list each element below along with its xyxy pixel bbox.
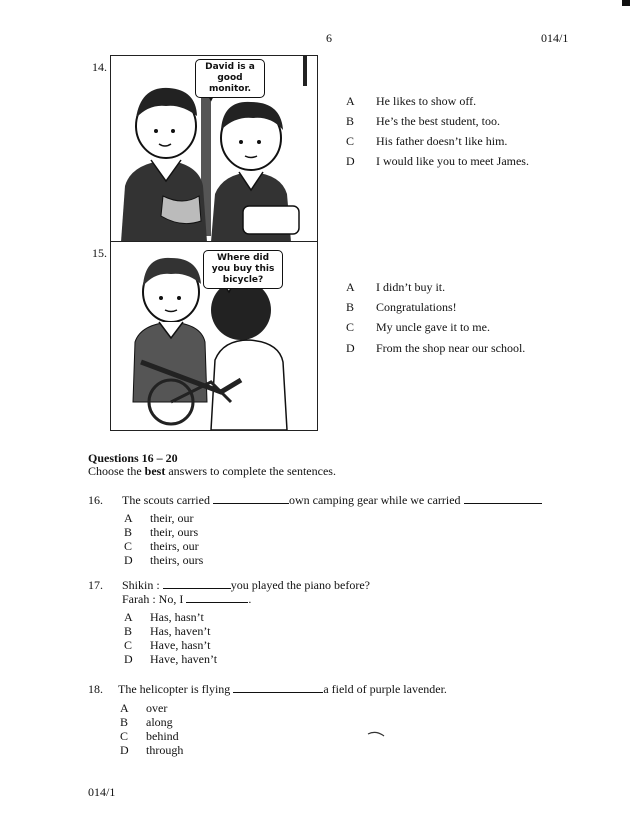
page-number: 6	[326, 31, 332, 45]
q16-blank-1[interactable]	[213, 493, 289, 504]
q16-options	[124, 511, 203, 567]
q14-option-c-letter: C	[346, 134, 355, 148]
q15-option-a-text: I didn’t buy it.	[376, 280, 446, 294]
q16-option-c: C theirs, our	[124, 539, 199, 553]
q18-option-c: C behind	[120, 729, 179, 743]
q15-option-d-text: From the shop near our school.	[376, 341, 526, 355]
q18-option-a: A over	[120, 701, 168, 715]
q17-options	[124, 610, 217, 666]
q14-option-a-letter: A	[346, 94, 355, 108]
q18-stem: The helicopter is flying a field of purple lavender.	[118, 682, 447, 696]
q18-options	[120, 701, 183, 757]
q15-option-c-text: My uncle gave it to me.	[376, 320, 490, 334]
q16-option-d: D theirs, ours	[124, 553, 204, 567]
paper-code-footer: 014/1	[88, 785, 116, 799]
q14-option-a-text: He likes to show off.	[376, 94, 477, 108]
q18-number: 18.	[88, 682, 103, 696]
q15-speech-bubble: Where did you buy this bicycle?	[203, 250, 283, 289]
q17-blank-1[interactable]	[163, 578, 231, 589]
q14-option-b-text: He’s the best student, too.	[376, 114, 500, 128]
q18-option-d: D through	[120, 743, 184, 757]
q14-number: 14.	[92, 60, 107, 74]
q18-blank[interactable]	[233, 682, 323, 693]
q18-option-b: B along	[120, 715, 173, 729]
section-title: Questions 16 – 20	[88, 451, 178, 465]
q17-line-1: Shikin : you played the piano before?	[122, 578, 370, 592]
q17-number: 17.	[88, 578, 103, 592]
q16-option-b: B their, ours	[124, 525, 199, 539]
q15-number: 15.	[92, 246, 107, 260]
section-instruction: Choose the best answers to complete the sentences.	[88, 464, 336, 478]
q16-number: 16.	[88, 493, 103, 507]
q14-illustration	[110, 55, 318, 243]
q17-option-c: C Have, hasn’t	[124, 638, 211, 652]
q16-option-a: A their, our	[124, 511, 194, 525]
q14-option-d-text: I would like you to meet James.	[376, 154, 529, 168]
q15-option-c-letter: C	[346, 320, 355, 334]
q14-option-c-text: His father doesn’t like him.	[376, 134, 508, 148]
q14-option-b-letter: B	[346, 114, 355, 128]
q15-option-d-letter: D	[346, 341, 355, 355]
q16-blank-2[interactable]	[464, 493, 542, 504]
q14-option-d-letter: D	[346, 154, 355, 168]
paper-code-header: 014/1	[541, 31, 569, 45]
q16-stem: The scouts carried own camping gear while we carried	[122, 493, 542, 507]
q15-option-b-text: Congratulations!	[376, 300, 457, 314]
q15-illustration	[110, 241, 318, 431]
q15-option-b-letter: B	[346, 300, 355, 314]
q17-option-a: A Has, hasn’t	[124, 610, 204, 624]
q17-line-2: Farah : No, I .	[122, 592, 252, 606]
q17-option-b: B Has, haven’t	[124, 624, 211, 638]
q17-option-d: D Have, haven’t	[124, 652, 218, 666]
q17-blank-2[interactable]	[186, 592, 248, 603]
q14-speech-bubble: David is a good monitor.	[195, 59, 265, 98]
corner-mark	[622, 0, 630, 6]
q15-option-a-letter: A	[346, 280, 355, 294]
